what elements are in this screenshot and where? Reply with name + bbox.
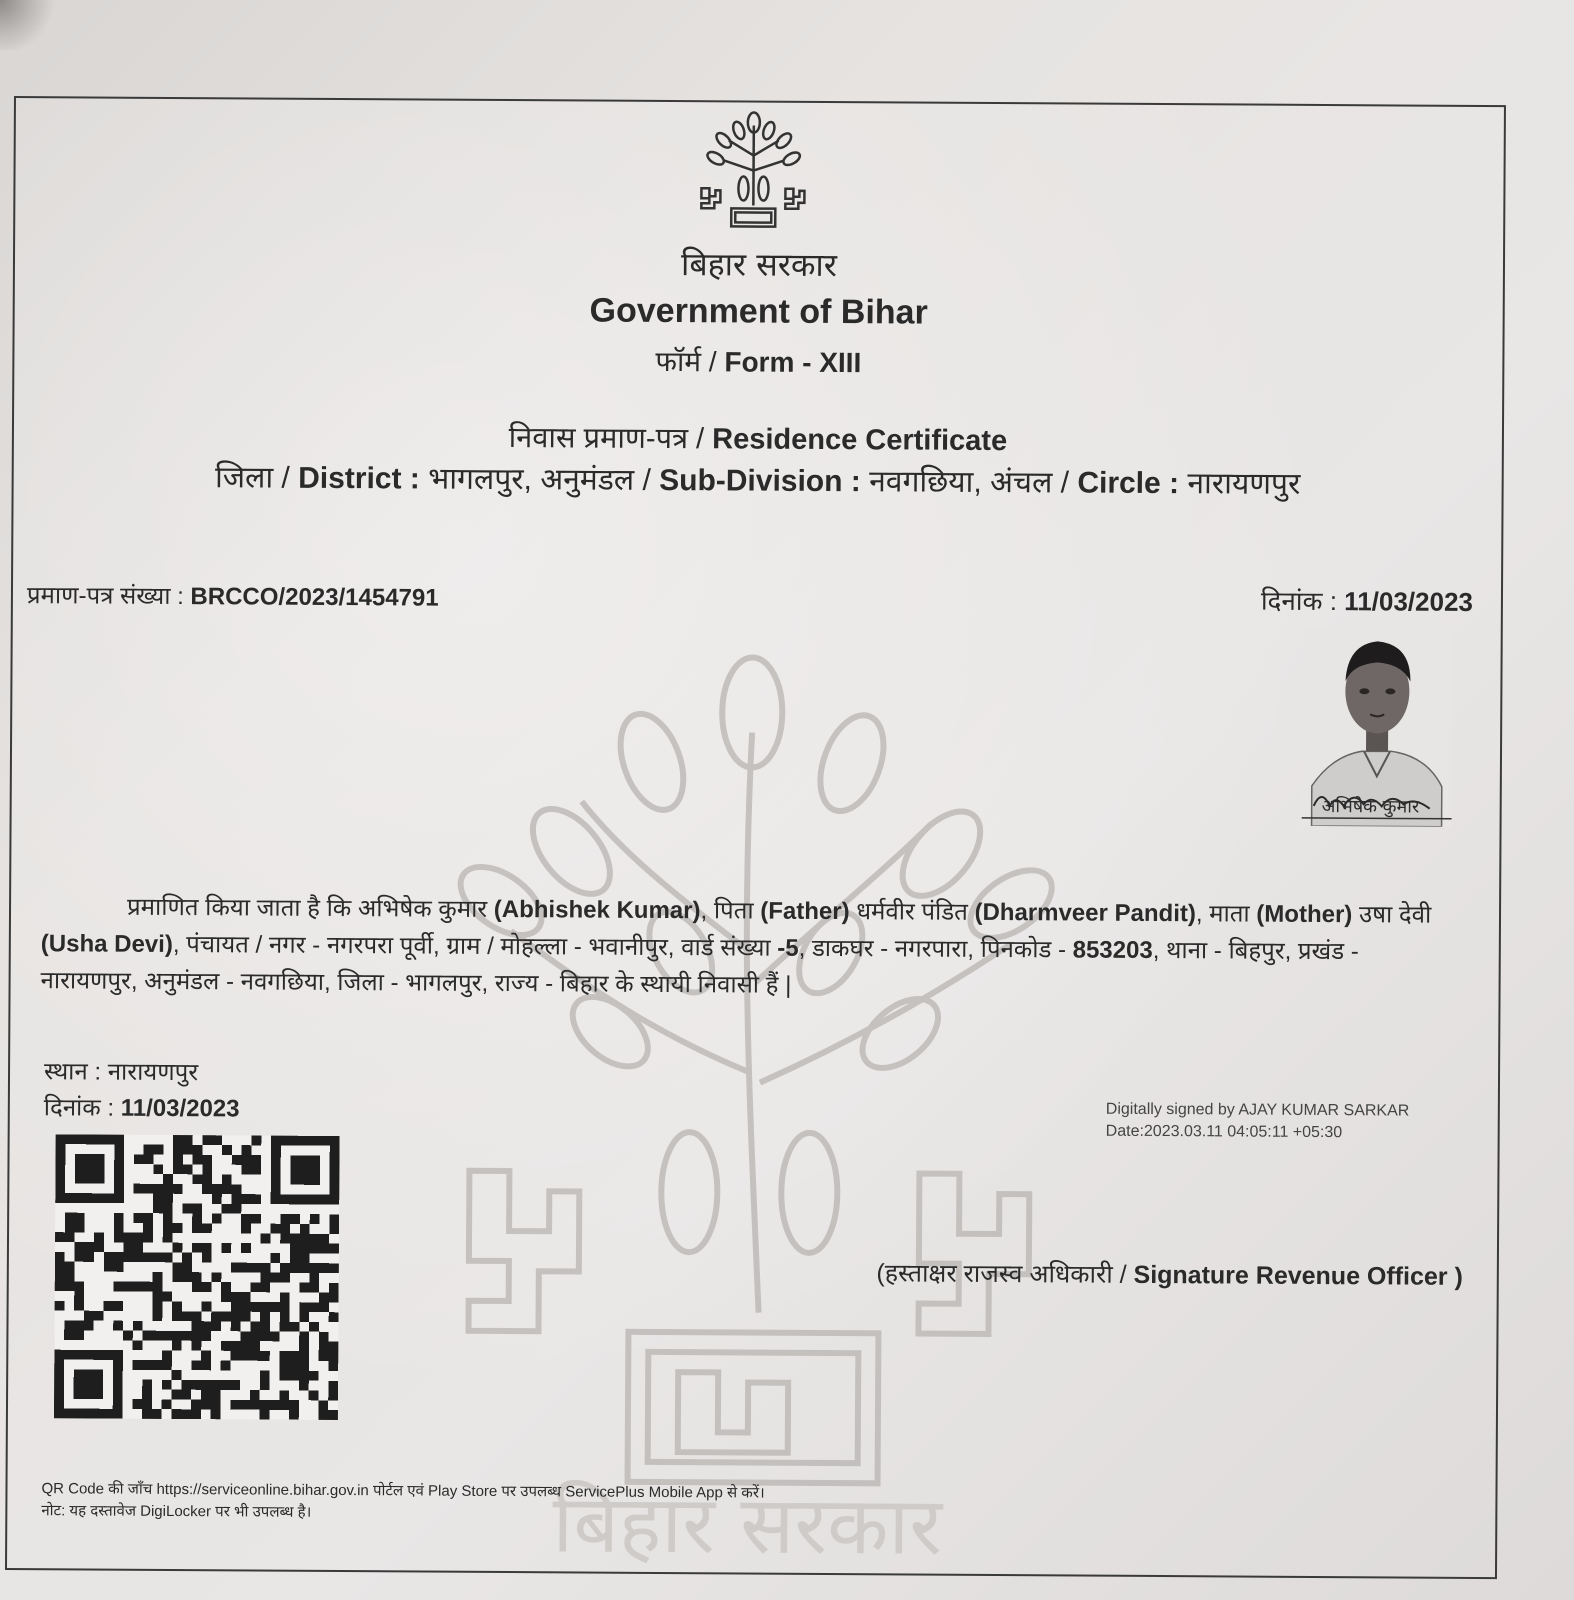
pincode: 853203 <box>1072 936 1153 964</box>
applicant-photo <box>1302 626 1453 827</box>
bihar-emblem-icon <box>693 110 814 231</box>
body-text-segment: धर्मवीर पंडित <box>849 898 975 926</box>
district-value: भागलपुर, अनुमंडल / <box>428 462 651 497</box>
body-text-segment: , थाना - बिहपुर, प्रखंड - नारायणपुर, अनुमंडल - नवगछिया, जिला - भागलपुर, राज्य - बिहार के स्थायी निवासी हैं | <box>40 936 1359 999</box>
issue-date-label: दिनांक : <box>1260 585 1338 617</box>
ward-number: -5 <box>777 934 799 962</box>
certificate-number <box>27 578 439 614</box>
english-government-title: Government of Bihar <box>589 291 928 332</box>
body-text-segment: उषा देवी <box>1352 901 1432 929</box>
form-label-hindi: फॉर्म / <box>655 345 717 378</box>
body-text-segment: , डाकघर - नगरपारा, पिनकोड - <box>798 934 1073 964</box>
form-number <box>14 338 1502 385</box>
circle-label: Circle : <box>1077 466 1180 501</box>
issue-date-value: 11/03/2023 <box>1344 586 1474 617</box>
photo-signature: अभिषेक कुमार <box>1321 796 1420 818</box>
body-text-segment: , पिता <box>700 897 761 925</box>
father-label: (Father) <box>760 897 850 926</box>
certificate-number-value: BRCCO/2023/1454791 <box>190 583 439 612</box>
body-text-segment: , माता <box>1195 900 1257 928</box>
place: स्थान : नारायणपुर <box>43 1058 199 1087</box>
certificate-title-hindi: निवास प्रमाण-पत्र / <box>508 422 705 456</box>
subdivision-label: Sub-Division : <box>659 463 861 499</box>
place-date-value: 11/03/2023 <box>120 1094 240 1123</box>
certificate-number-label: प्रमाण-पत्र संख्या : <box>26 582 184 611</box>
district-label-hindi: जिला / <box>214 461 290 495</box>
subdivision-value: नवगछिया, अंचल / <box>869 465 1070 500</box>
certificate-body-text <box>40 888 1461 1008</box>
digilocker-note: नोट: यह दस्तावेज DigiLocker पर भी उपलब्ध है। <box>41 1502 312 1521</box>
qr-verification-note: QR Code की जाँच https://serviceonline.bihar.gov.in पोर्टल एवं Play Store पर उपलब्ध ServicePlus Mobile App से करें। <box>41 1480 765 1502</box>
hindi-government-title: बिहार सरकार <box>680 245 837 285</box>
page-corner-shadow <box>0 0 60 50</box>
district-label: District : <box>298 461 420 496</box>
digital-signature-date: Date:2023.03.11 04:05:11 +05:30 <box>1105 1122 1343 1142</box>
form-label-english: Form - XIII <box>724 346 862 379</box>
body-text-segment: , पंचायत / नगर - नगरपरा पूर्वी, ग्राम / मोहल्ला - भवानीपुर, वार्ड संख्या <box>172 930 778 962</box>
verification-qr-code[interactable] <box>54 1134 340 1420</box>
digital-signature-signer: Digitally signed by AJAY KUMAR SARKAR <box>1105 1100 1410 1120</box>
signature-label-hindi: (हस्ताक्षर राजस्व अधिकारी / <box>876 1259 1127 1289</box>
signature-revenue-officer <box>876 1255 1463 1293</box>
place-date <box>44 1090 240 1124</box>
certificate-title-english: Residence Certificate <box>712 423 1008 458</box>
place-date-label: दिनांक : <box>43 1094 115 1122</box>
circle-value: नारायणपुर <box>1187 467 1301 501</box>
mother-name-english: (Usha Devi) <box>40 930 173 958</box>
jurisdiction-line <box>14 454 1502 504</box>
digital-signature-block <box>1106 1099 1410 1145</box>
certificate-sheet <box>5 96 1506 1579</box>
watermark-text: बिहार सरकार <box>552 1477 943 1573</box>
father-name-english: (Dharmveer Pandit) <box>974 898 1196 928</box>
footer-notes <box>41 1478 764 1526</box>
applicant-name-english: (Abhishek Kumar) <box>493 895 701 925</box>
body-text-segment: प्रमाणित किया जाता है कि अभिषेक कुमार <box>126 893 494 923</box>
mother-label: (Mother) <box>1256 900 1353 929</box>
signature-label-english: Signature Revenue Officer ) <box>1133 1260 1463 1291</box>
watermark-emblem <box>447 651 1073 1575</box>
issue-date <box>1261 582 1473 619</box>
